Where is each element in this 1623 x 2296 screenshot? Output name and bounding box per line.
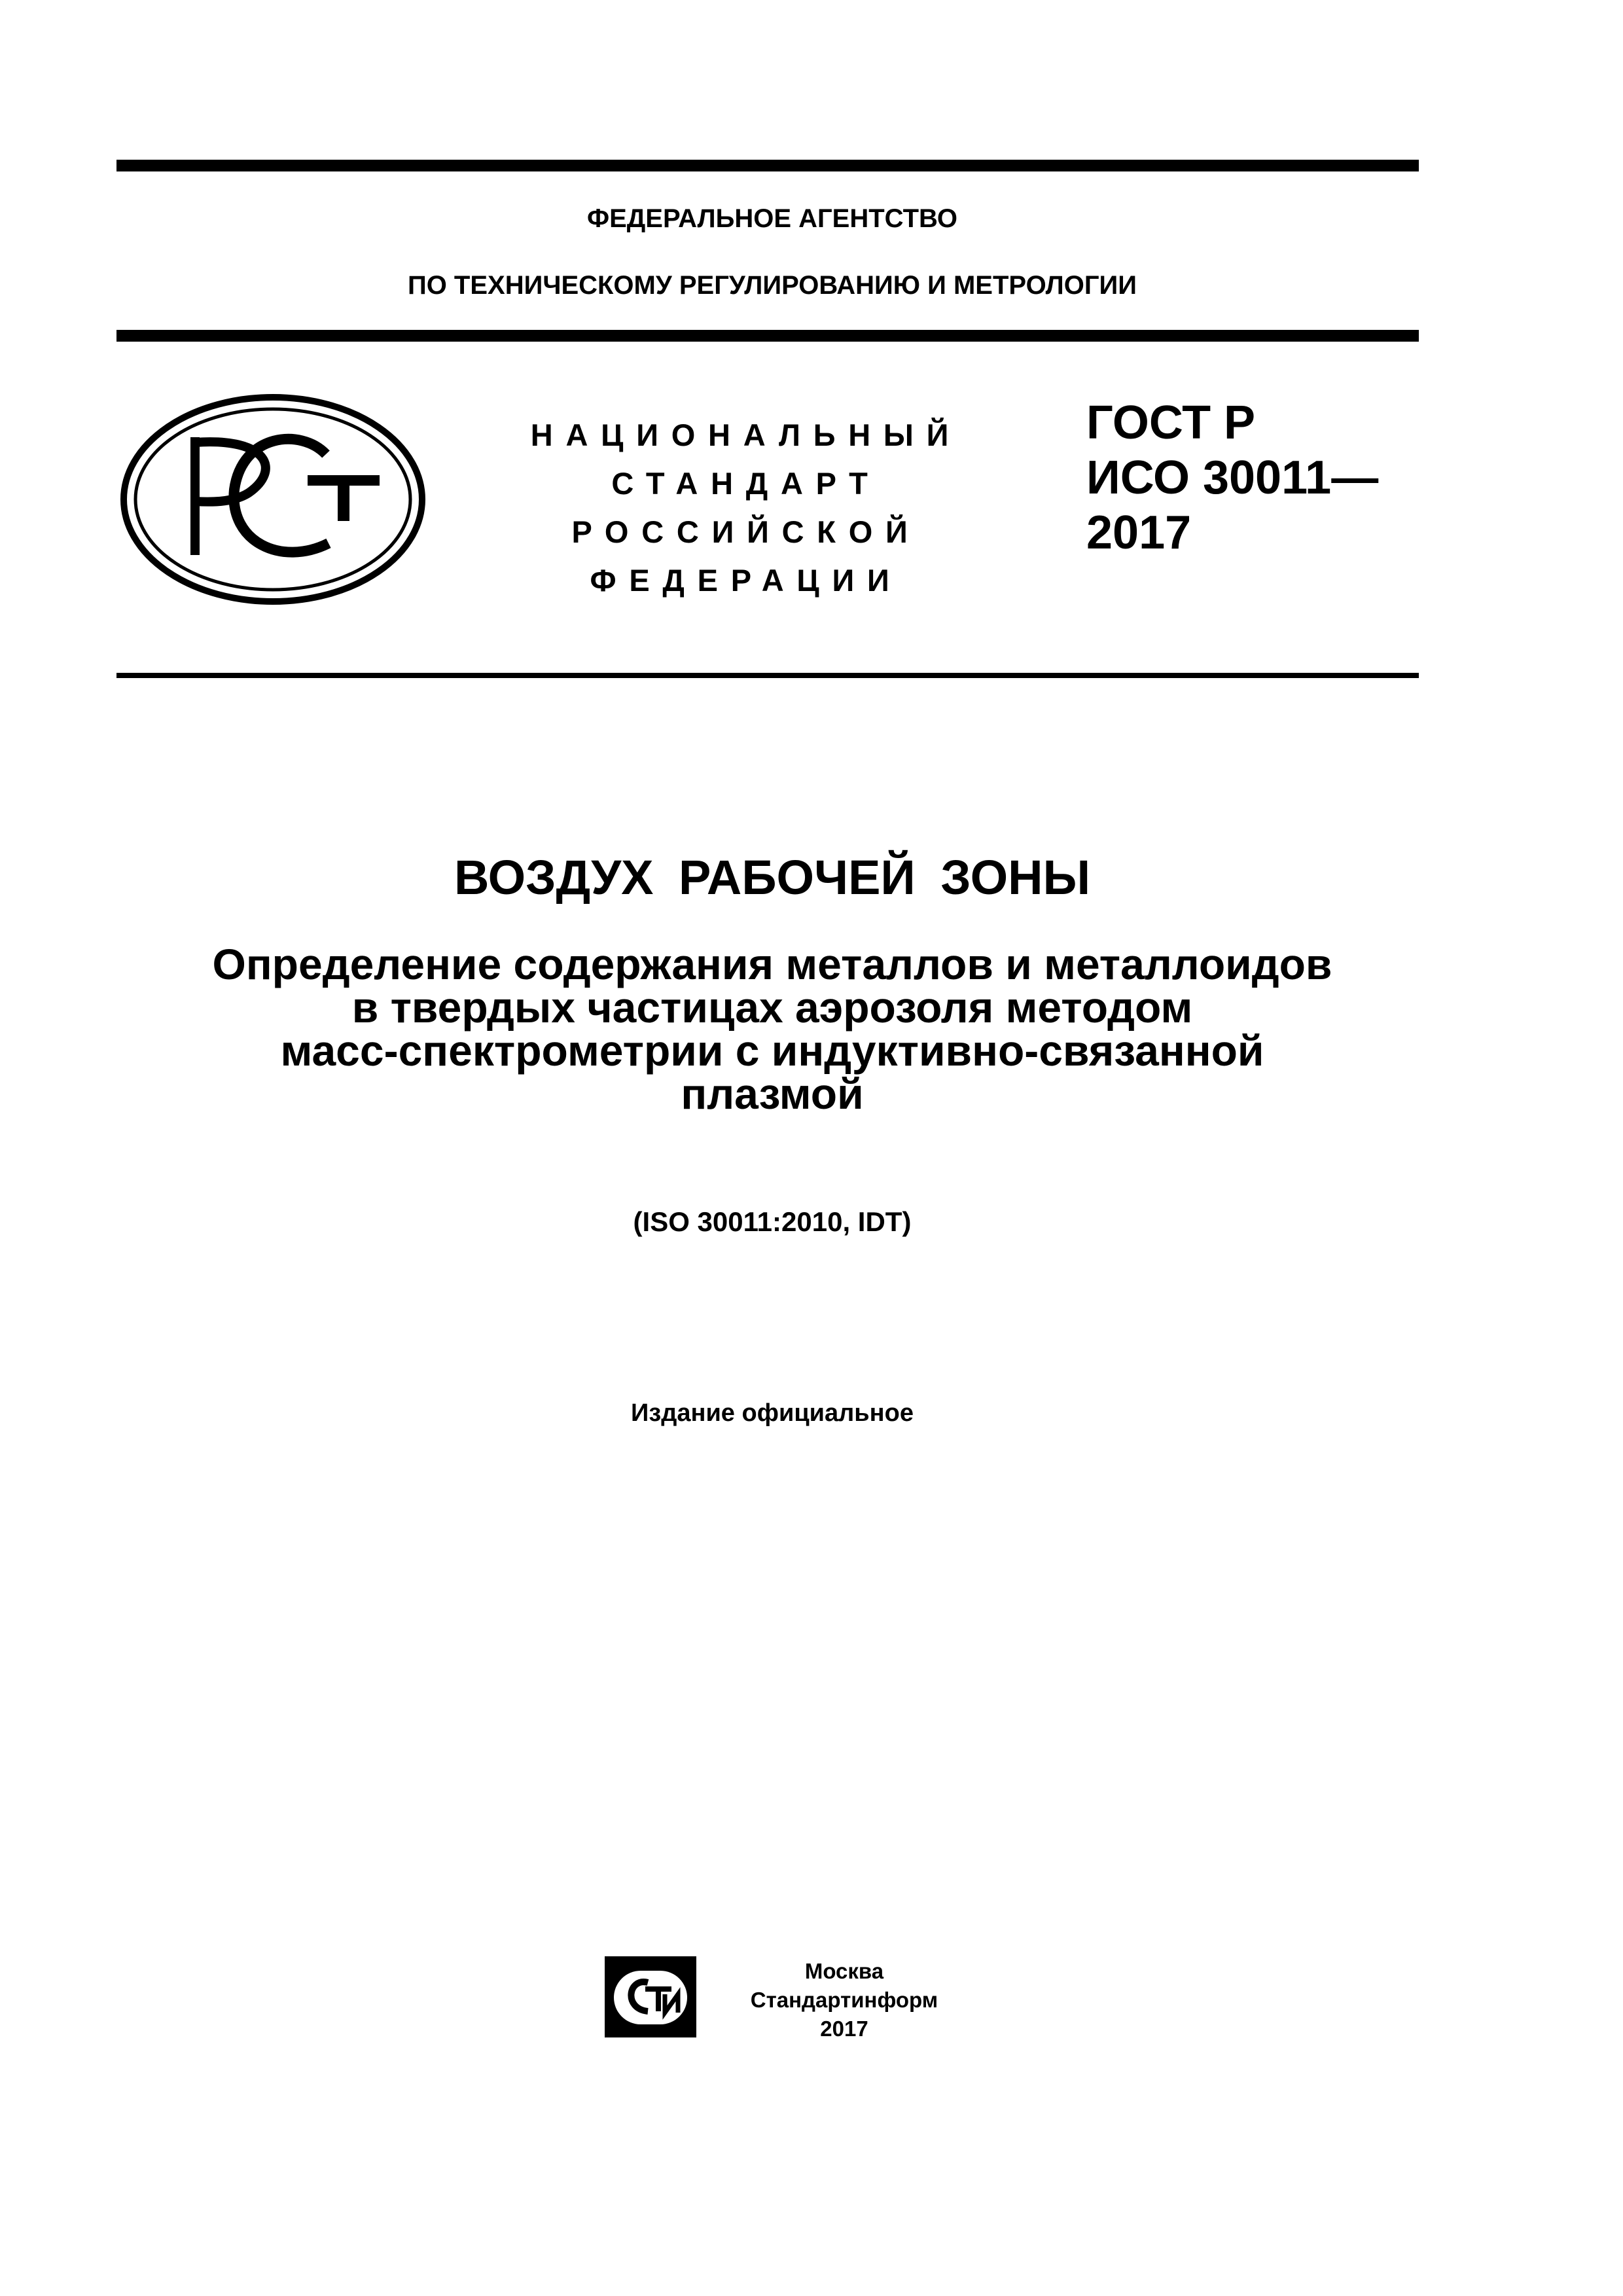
- edition-label: Издание официальное: [631, 1399, 914, 1427]
- subtitle-line-1: Определение содержания металлов и металлоидов: [212, 940, 1332, 988]
- top-rule: [116, 160, 1419, 171]
- standard-designation: [1086, 395, 1378, 560]
- agency-name-line-1: ФЕДЕРАЛЬНОЕ АГЕНТСТВО: [586, 204, 958, 233]
- agency-name-line-2: ПО ТЕХНИЧЕСКОМУ РЕГУЛИРОВАНИЮ И МЕТРОЛОГИИ: [407, 271, 1137, 300]
- standartinform-logo-icon: [602, 1954, 699, 2040]
- iso-reference: (ISO 30011:2010, IDT): [633, 1206, 912, 1237]
- national-standard-label: [497, 411, 995, 605]
- designation-line-2: ИСО 30011—: [1086, 452, 1379, 504]
- rst-emblem-icon: [118, 391, 428, 607]
- publisher-city: Москва: [804, 1959, 884, 1983]
- national-line-3: РОССИЙСКОЙ: [571, 514, 921, 549]
- designation-line-3: 2017: [1086, 507, 1192, 559]
- publisher-name: Стандартинформ: [750, 1988, 938, 2012]
- national-line-1: НАЦИОНАЛЬНЫЙ: [530, 418, 962, 452]
- national-line-4: ФЕДЕРАЦИИ: [590, 563, 902, 598]
- publisher-imprint: [733, 1957, 955, 2043]
- document-subtitle: [116, 940, 1428, 1118]
- subtitle-line-2: в твердых частицах аэрозоля методом: [351, 983, 1193, 1031]
- national-line-2: СТАНДАРТ: [611, 466, 881, 501]
- subtitle-line-4: плазмой: [681, 1069, 864, 1118]
- designation-line-1: ГОСТ Р: [1086, 397, 1256, 449]
- document-title: ВОЗДУХ РАБОЧЕЙ ЗОНЫ: [454, 850, 1091, 905]
- block-rule: [116, 673, 1419, 678]
- publication-year: 2017: [820, 2017, 868, 2041]
- header-rule: [116, 330, 1419, 342]
- subtitle-line-3: масс-спектрометрии с индуктивно-связанной: [280, 1026, 1264, 1075]
